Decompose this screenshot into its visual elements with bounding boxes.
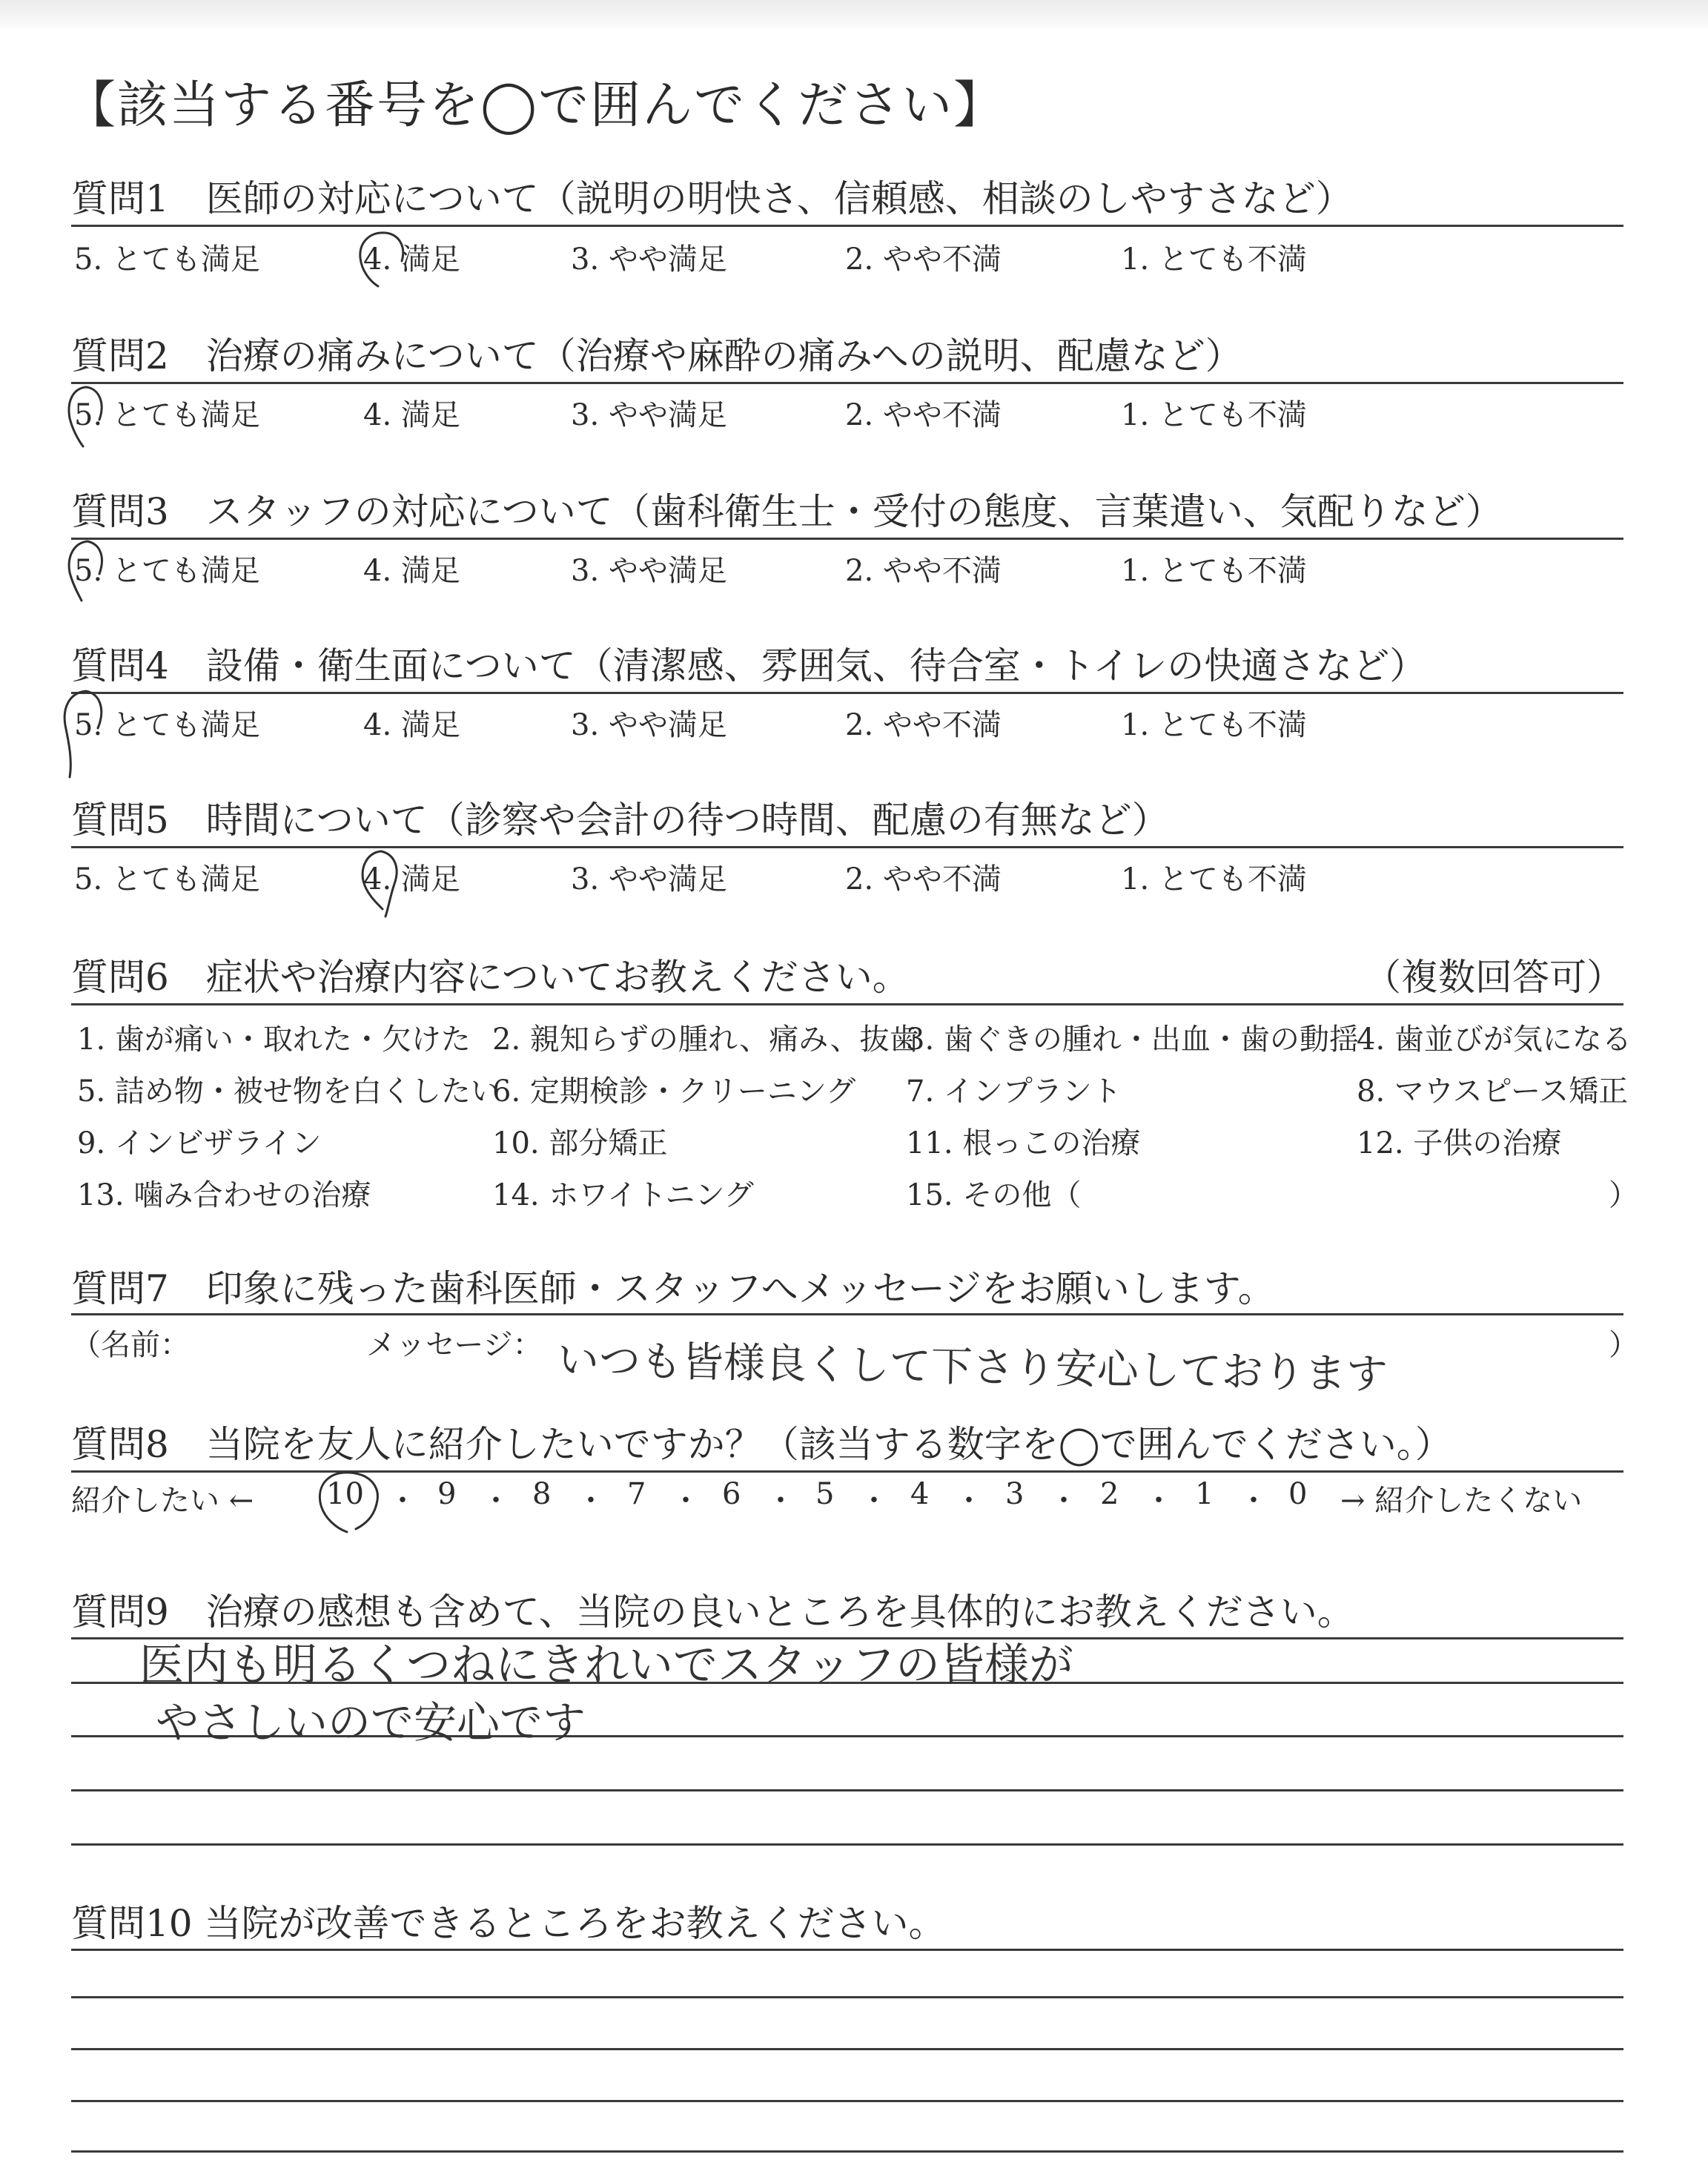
q6-option[interactable]: 9. インビザライン <box>77 1126 322 1160</box>
q8-separator: ・ <box>388 1484 417 1518</box>
q3-rule <box>71 538 1623 540</box>
q9-answer-line <box>71 1843 1623 1846</box>
q8-left-label: 紹介したい ← <box>71 1484 254 1518</box>
q5-option-1[interactable]: 1. とても不満 <box>1121 862 1307 896</box>
q8-separator: ・ <box>481 1484 511 1518</box>
q8-scale-9[interactable]: 9 <box>437 1477 457 1511</box>
q1-option-2[interactable]: 2. やや不満 <box>845 242 1002 277</box>
q6-option[interactable]: 10. 部分矯正 <box>492 1126 668 1160</box>
q8-scale-0[interactable]: 0 <box>1288 1477 1308 1511</box>
q8-scale-4[interactable]: 4 <box>910 1477 930 1511</box>
q8-separator: ・ <box>954 1484 984 1518</box>
q4-title: 質問4 設備・衛生面について（清潔感、雰囲気、待合室・トイレの快適さなど） <box>71 644 1427 687</box>
q8-separator: ・ <box>576 1484 606 1518</box>
q6-other-close-paren: ） <box>1609 1178 1638 1212</box>
q6-option[interactable]: 14. ホワイトニング <box>492 1178 754 1212</box>
q10-answer-line <box>71 2100 1623 2102</box>
q6-option[interactable]: 11. 根っこの治療 <box>906 1126 1141 1160</box>
q6-multi-answer-note: （複数回答可） <box>1364 956 1623 999</box>
q6-option[interactable]: 12. 子供の治療 <box>1357 1126 1562 1160</box>
q8-title: 質問8 当院を友人に紹介したいですか？（該当する数字を◯で囲んでください。） <box>71 1423 1452 1466</box>
q2-title: 質問2 治療の痛みについて（治療や麻酔の痛みへの説明、配慮など） <box>71 334 1242 377</box>
q9-answer-line <box>71 1789 1623 1791</box>
q7-message-label: メッセージ： <box>366 1328 543 1362</box>
q10-answer-line <box>71 2048 1623 2050</box>
q6-option[interactable]: 8. マウスピース矯正 <box>1357 1074 1629 1109</box>
q1-rule <box>71 225 1623 227</box>
q10-answer-line <box>71 2150 1623 2153</box>
q3-option-5[interactable]: 5. とても満足 <box>74 554 260 588</box>
q8-separator: ・ <box>671 1484 701 1518</box>
q8-scale-5[interactable]: 5 <box>815 1477 835 1511</box>
q2-option-2[interactable]: 2. やや不満 <box>845 398 1002 432</box>
form-heading: 【該当する番号を◯で囲んでください】 <box>65 76 1006 135</box>
q6-option[interactable]: 6. 定期検診・クリーニング <box>492 1074 856 1109</box>
q10-answer-line <box>71 1996 1623 1998</box>
q8-scale-2[interactable]: 2 <box>1100 1477 1119 1511</box>
q6-option[interactable]: 2. 親知らずの腫れ、痛み、抜歯 <box>492 1023 919 1057</box>
q10-title: 質問10 当院が改善できるところをお教えください。 <box>71 1902 946 1945</box>
q5-option-4[interactable]: 4. 満足 <box>363 862 460 896</box>
q8-scale-1[interactable]: 1 <box>1195 1477 1214 1511</box>
q8-separator: ・ <box>1144 1484 1174 1518</box>
q1-option-5[interactable]: 5. とても満足 <box>74 242 260 277</box>
q4-rule <box>71 692 1623 694</box>
q4-option-2[interactable]: 2. やや不満 <box>845 708 1002 742</box>
q5-option-3[interactable]: 3. やや満足 <box>571 862 727 896</box>
q5-rule <box>71 846 1623 848</box>
q6-option[interactable]: 13. 噛み合わせの治療 <box>77 1178 371 1212</box>
q7-rule <box>71 1313 1623 1315</box>
q3-option-3[interactable]: 3. やや満足 <box>571 554 727 588</box>
q10-rule <box>71 1949 1623 1951</box>
q8-separator: ・ <box>1049 1484 1079 1518</box>
q3-option-4[interactable]: 4. 満足 <box>363 554 460 588</box>
q7-title: 質問7 印象に残った歯科医師・スタッフへメッセージをお願いします。 <box>71 1267 1275 1310</box>
q2-option-5[interactable]: 5. とても満足 <box>74 398 260 432</box>
q6-option[interactable]: 5. 詰め物・被せ物を白くしたい <box>77 1074 500 1109</box>
scan-edge <box>0 0 1708 31</box>
q3-option-1[interactable]: 1. とても不満 <box>1121 554 1307 588</box>
q8-separator: ・ <box>859 1484 889 1518</box>
q2-rule <box>71 382 1623 384</box>
q1-option-1[interactable]: 1. とても不満 <box>1121 242 1307 277</box>
q1-option-3[interactable]: 3. やや満足 <box>571 242 727 277</box>
q8-scale-3[interactable]: 3 <box>1005 1477 1025 1511</box>
q6-option[interactable]: 4. 歯並びが気になる <box>1357 1023 1632 1057</box>
q2-option-1[interactable]: 1. とても不満 <box>1121 398 1307 432</box>
q8-scale-7[interactable]: 7 <box>627 1477 646 1511</box>
q8-scale-8[interactable]: 8 <box>532 1477 552 1511</box>
q5-option-5[interactable]: 5. とても満足 <box>74 862 260 896</box>
q6-option-other[interactable]: 15. その他（ <box>906 1178 1082 1212</box>
q7-handwritten-message: いつも皆様良くして下さり安心しております <box>557 1336 1388 1399</box>
q9-handwritten-answer-line1: 医内も明るくつねにきれいでスタッフの皆様が <box>139 1639 1073 1691</box>
q8-scale-6[interactable]: 6 <box>722 1477 741 1511</box>
q6-option[interactable]: 7. インプラント <box>906 1074 1122 1109</box>
q1-option-4[interactable]: 4. 満足 <box>363 242 460 277</box>
q8-scale-10[interactable]: 10 <box>326 1477 364 1511</box>
q8-rule <box>71 1470 1623 1473</box>
q3-option-2[interactable]: 2. やや不満 <box>845 554 1002 588</box>
q5-title: 質問5 時間について（診察や会計の待つ時間、配慮の有無など） <box>71 799 1169 842</box>
q6-rule <box>71 1003 1623 1005</box>
q7-close-paren: ） <box>1609 1328 1638 1362</box>
q4-option-5[interactable]: 5. とても満足 <box>74 708 260 742</box>
q7-name-label: （名前： <box>71 1328 190 1362</box>
q1-title: 質問1 医師の対応について（説明の明快さ、信頼感、相談のしやすさなど） <box>71 177 1353 220</box>
q4-option-1[interactable]: 1. とても不満 <box>1121 708 1307 742</box>
q9-handwritten-answer-line2: やさしいので安心です <box>156 1697 586 1748</box>
q6-option[interactable]: 1. 歯が痛い・取れた・欠けた <box>77 1023 471 1057</box>
q8-right-label: → 紹介したくない <box>1340 1484 1583 1518</box>
q2-option-4[interactable]: 4. 満足 <box>363 398 460 432</box>
q6-title: 質問6 症状や治療内容についてお教えください。 <box>71 956 910 999</box>
q4-option-3[interactable]: 3. やや満足 <box>571 708 727 742</box>
q9-title: 質問9 治療の感想も含めて、当院の良いところを具体的にお教えください。 <box>71 1591 1354 1634</box>
q3-title: 質問3 スタッフの対応について（歯科衛生士・受付の態度、言葉遣い、気配りなど） <box>71 490 1503 533</box>
q2-option-3[interactable]: 3. やや満足 <box>571 398 727 432</box>
q6-option[interactable]: 3. 歯ぐきの腫れ・出血・歯の動揺 <box>906 1023 1359 1057</box>
q8-separator: ・ <box>1239 1484 1268 1518</box>
q4-option-4[interactable]: 4. 満足 <box>363 708 460 742</box>
q5-option-2[interactable]: 2. やや不満 <box>845 862 1002 896</box>
q8-separator: ・ <box>766 1484 795 1518</box>
